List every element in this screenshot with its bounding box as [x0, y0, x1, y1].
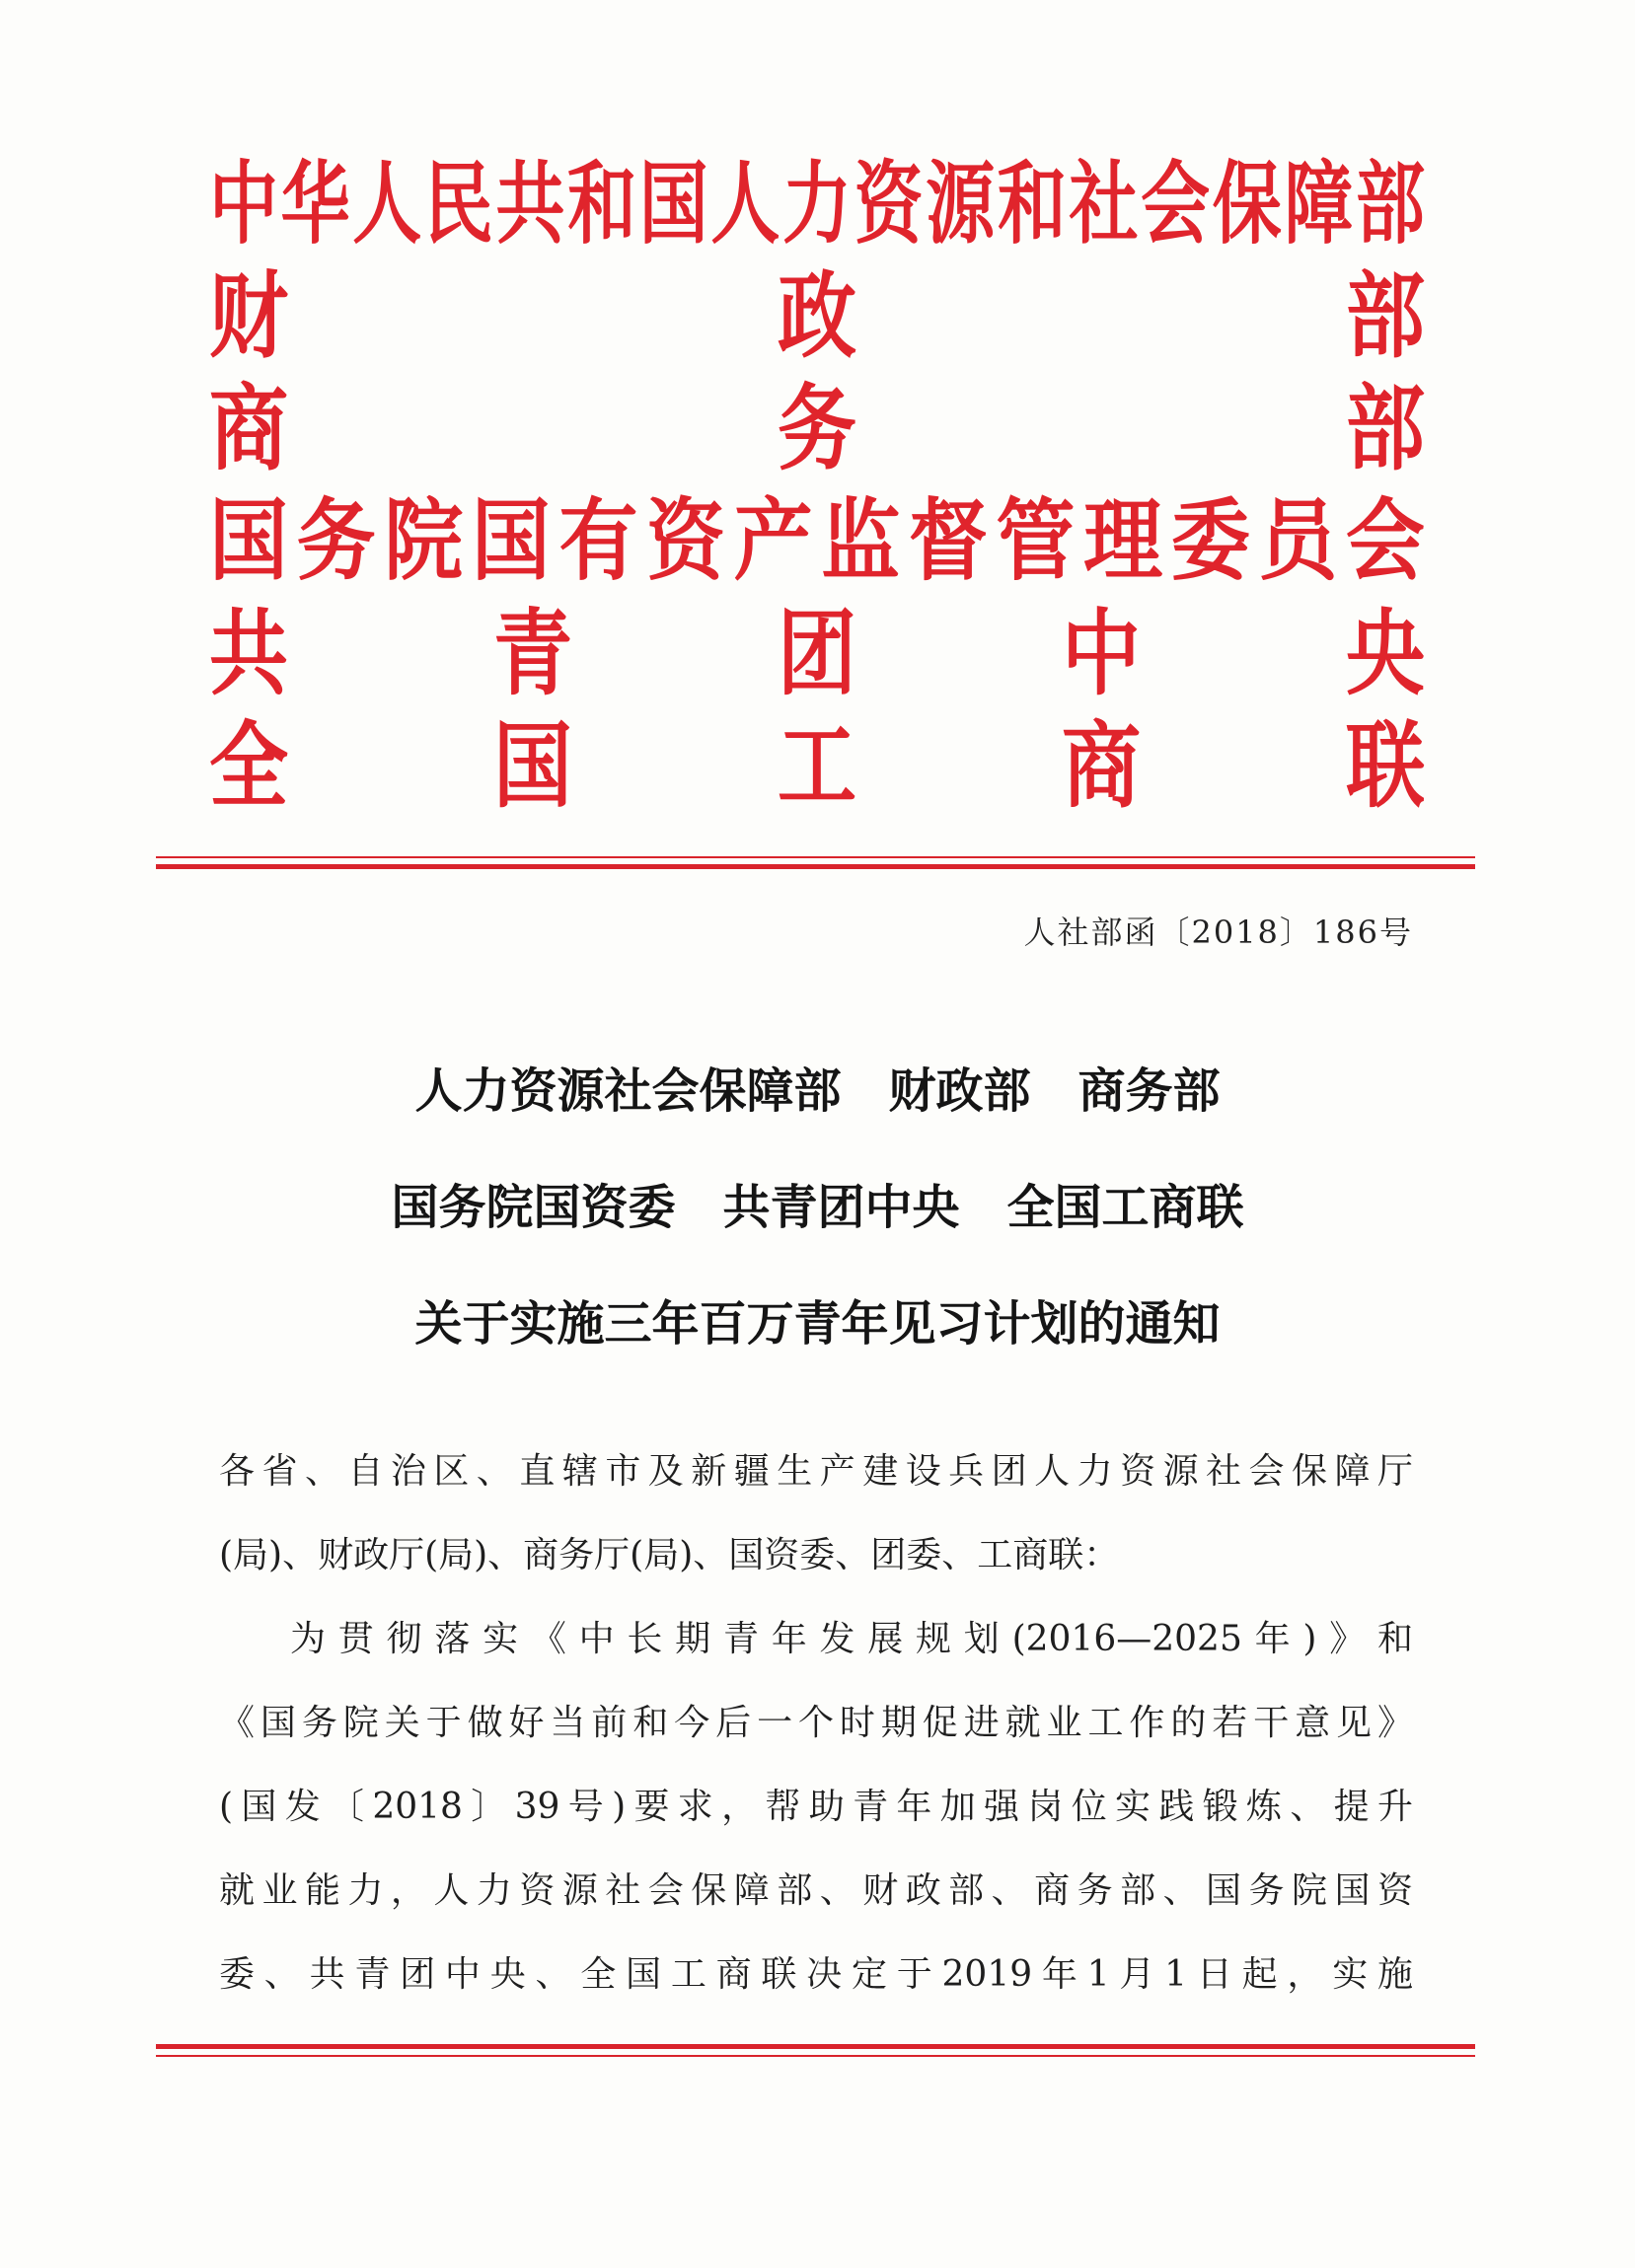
issuer-char: 部 [1356, 151, 1425, 257]
issuer-char: 资 [854, 151, 924, 257]
issuer-char: 监 [821, 489, 901, 593]
issuer-char: 商 [209, 374, 288, 483]
title-line-1: 人力资源社会保障部 财政部 商务部 [414, 1063, 1221, 1119]
title-line-3: 关于实施三年百万青年见习计划的通知 [414, 1296, 1221, 1352]
body-line-4: 《国务院关于做好当前和今后一个时期促进就业工作的若干意见》 [219, 1703, 1413, 1743]
issuer-char: 管 [996, 489, 1076, 593]
issuer-char: 员 [1258, 489, 1338, 593]
issuer-row-cyl [209, 598, 1425, 710]
issuing-authorities-header [209, 148, 1425, 823]
issuer-char: 团 [778, 599, 856, 708]
body-line-6: 就业能力，人力资源社会保障部、财政部、商务部、国务院国资 [219, 1870, 1413, 1911]
body-line-3: 为贯彻落实《中长期青年发展规划(2016—2025年)》和 [290, 1619, 1413, 1659]
title-line-2: 国务院国资委 共青团中央 全国工商联 [391, 1180, 1244, 1235]
issuer-char: 民 [423, 151, 493, 257]
body-line-7: 委、共青团中央、全国工商联决定于2019年1月1日起，实施 [219, 1954, 1413, 1995]
footer-rule-thin [156, 2055, 1475, 2057]
document-body [219, 1442, 1413, 2029]
issuer-char: 资 [646, 489, 726, 593]
issuer-char: 务 [778, 374, 856, 483]
issuer-char: 有 [558, 489, 638, 593]
issuer-char: 理 [1083, 489, 1163, 593]
issuer-char: 会 [1141, 151, 1211, 257]
issuer-char: 青 [493, 599, 572, 708]
issuer-row-mof [209, 260, 1425, 373]
footer-rule-thick [156, 2044, 1475, 2049]
issuer-char: 国 [209, 489, 288, 593]
issuer-char: 人 [352, 151, 422, 257]
issuer-char: 工 [778, 711, 856, 821]
issuer-char: 障 [1284, 151, 1354, 257]
issuer-row-sasac [209, 485, 1425, 598]
issuer-char: 商 [1062, 711, 1141, 821]
issuer-char: 中 [209, 151, 278, 257]
issuer-char: 社 [1069, 151, 1139, 257]
header-rule-top-thin [156, 856, 1475, 858]
issuer-row-mohrss [209, 148, 1425, 260]
issuer-row-acfic [209, 710, 1425, 823]
issuer-char: 共 [495, 151, 565, 257]
issuer-char: 国 [471, 489, 551, 593]
header-rule-top-thick [156, 864, 1475, 869]
issuer-char: 联 [1346, 711, 1425, 821]
issuer-char: 和 [567, 151, 637, 257]
issuer-char: 中 [1062, 599, 1141, 708]
issuer-char: 政 [778, 261, 856, 371]
issuer-char: 督 [908, 489, 988, 593]
issuer-char: 和 [997, 151, 1067, 257]
issuer-char: 院 [384, 489, 464, 593]
issuer-char: 产 [733, 489, 813, 593]
issuer-char: 委 [1170, 489, 1250, 593]
issuer-char: 源 [926, 151, 996, 257]
issuer-char: 财 [209, 261, 288, 371]
issuer-char: 务 [296, 489, 376, 593]
issuer-char: 国 [493, 711, 572, 821]
issuer-char: 央 [1346, 599, 1425, 708]
issuer-char: 部 [1346, 261, 1425, 371]
issuer-char: 保 [1212, 151, 1282, 257]
document-number: 人社部函〔2018〕186号 [1023, 914, 1413, 951]
body-line-1: 各省、自治区、直辖市及新疆生产建设兵团人力资源社会保障厅 [219, 1451, 1413, 1492]
issuer-char: 共 [209, 599, 288, 708]
issuer-char: 力 [782, 151, 852, 257]
document-title [158, 1063, 1477, 1417]
issuer-char: 部 [1346, 374, 1425, 483]
issuer-char: 全 [209, 711, 288, 821]
issuer-char: 会 [1345, 489, 1425, 593]
issuer-row-mofcom [209, 373, 1425, 485]
issuer-char: 华 [280, 151, 350, 257]
issuer-char: 国 [638, 151, 708, 257]
issuer-char: 人 [710, 151, 780, 257]
body-line-5: (国发〔2018〕39号)要求，帮助青年加强岗位实践锻炼、提升 [219, 1787, 1413, 1827]
body-line-2: (局)、财政厅(局)、商务厅(局)、国资委、团委、工商联： [219, 1535, 1120, 1575]
